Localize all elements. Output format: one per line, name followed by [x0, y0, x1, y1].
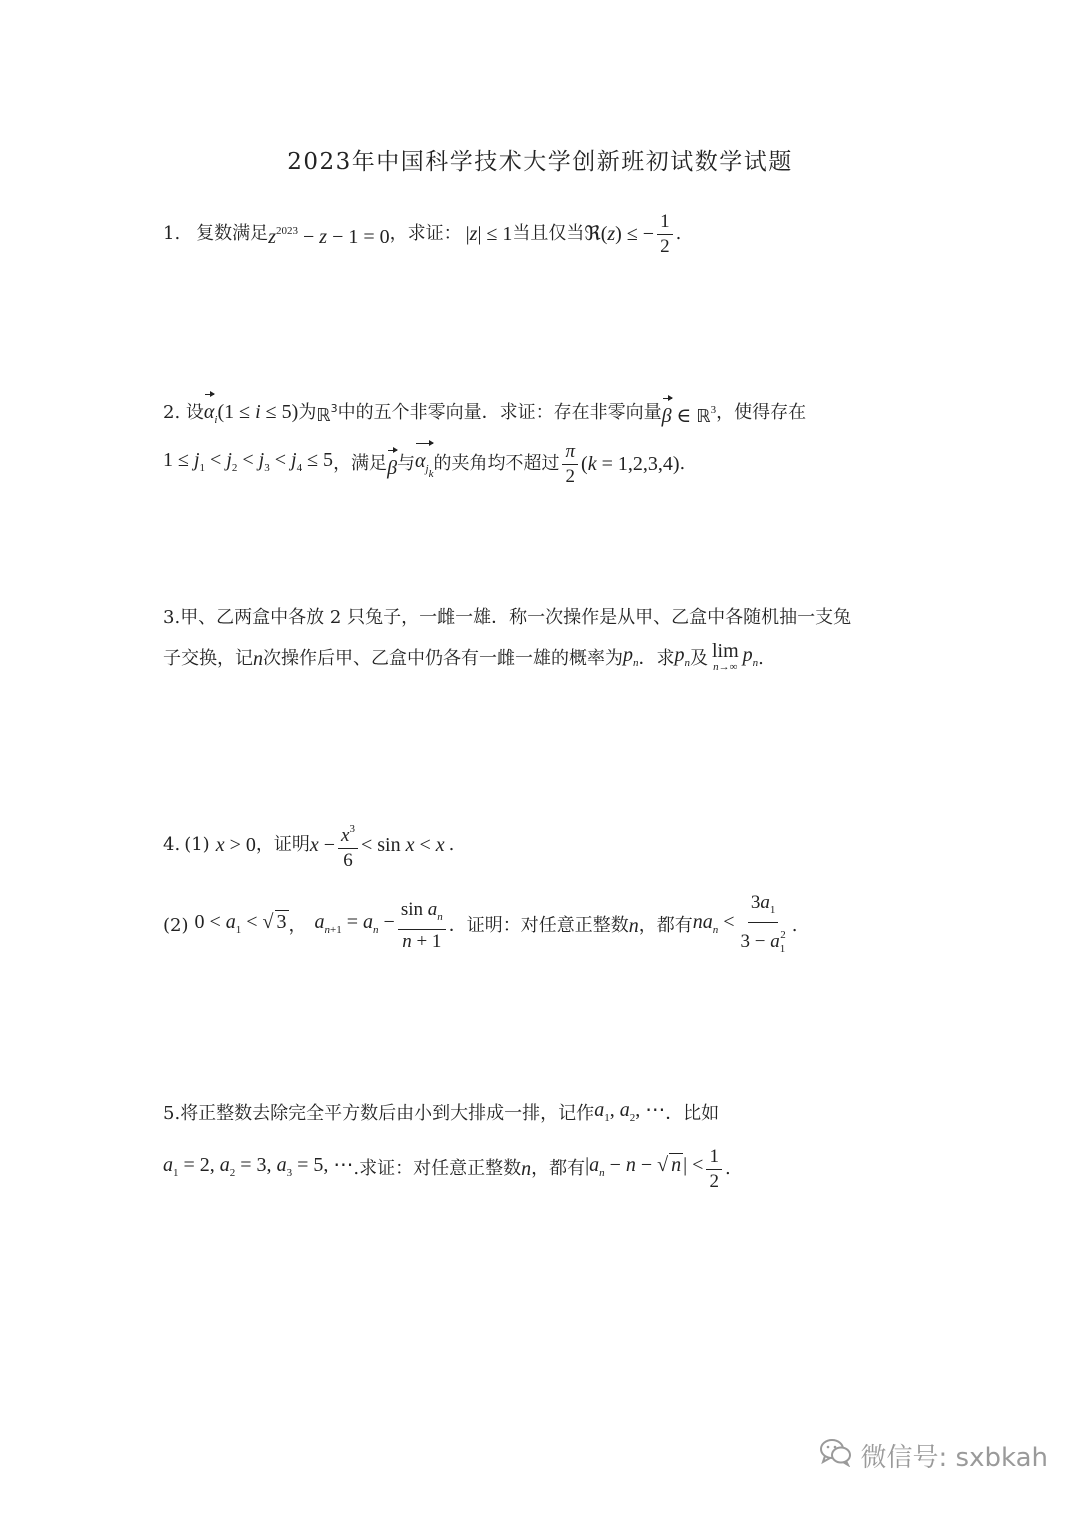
inequality-abs: $|a_n - n$ − √ n | <	[585, 1154, 704, 1179]
problem-text: ，都有	[638, 915, 693, 936]
initial-condition: $0 < a_1$ < √ 3	[194, 911, 287, 936]
problem-5-line-1	[163, 1095, 719, 1133]
limit-operator: lim n→∞	[712, 640, 739, 673]
k-range: (k = 1,2,3,4)	[581, 453, 680, 475]
problem-number: 4.	[163, 834, 181, 855]
variable-n: n	[521, 1158, 532, 1180]
probability-pn: $p_n$	[674, 644, 690, 669]
period: .	[679, 453, 686, 474]
problem-2-line-1	[163, 390, 806, 435]
modulus-condition: |z| ≤ 1	[465, 223, 513, 245]
problem-3-line-2	[163, 641, 764, 677]
watermark	[819, 1437, 1048, 1474]
problem-text: ．比如	[665, 1103, 720, 1124]
period: .	[724, 1158, 731, 1179]
inequality-n-an: $na_n$ <	[692, 911, 735, 936]
problem-text: ，证明	[255, 834, 310, 855]
problem-number: 2. 设	[163, 401, 204, 423]
fraction-half: $\frac{1}{2}$	[706, 1146, 722, 1193]
problem-text: 为	[298, 401, 317, 423]
vector-beta: β ∈ ℝ$^3$	[662, 394, 717, 432]
index-inequality: $1 \le j_1 < j_2 < j_3 < j_4 \le 5$	[163, 449, 334, 474]
variable-n: n	[253, 648, 263, 670]
equation: $z^{2023} - z - 1 = 0$	[268, 225, 390, 248]
problem-text: 与	[397, 453, 416, 474]
problem-number: 3.	[163, 607, 181, 628]
inequality-left: x −	[309, 834, 336, 856]
problem-number: 1.	[163, 223, 181, 244]
vector-alpha-jk: $\alpha_{j_k}$	[415, 439, 433, 489]
condition-x-positive: x > 0	[215, 834, 256, 856]
page-title: 2023年中国科学技术大学创新班初试数学试题	[287, 149, 793, 175]
problem-text: 中的五个非零向量．求证：存在非零向量	[337, 401, 662, 423]
fraction-pi-over-2: $\frac{\pi}{2}$	[562, 441, 578, 488]
vector-beta: β	[387, 446, 397, 483]
problem-text: 次操作后甲、乙盒中仍各有一雌一雄的概率为	[263, 648, 623, 669]
problem-text: ，求证：	[389, 223, 462, 244]
part-label: (1)	[184, 834, 210, 855]
problem-text: ，满足	[333, 453, 388, 474]
fraction-x3-over-6: $\frac{x^3}{6}$	[338, 818, 358, 872]
sequence-example: $a_1 = 2$, $a_2 = 3$, $a_3 = 5$, ⋯	[163, 1154, 354, 1179]
real-part-condition: ℜ(z) ≤ −	[584, 223, 655, 245]
problem-text: ．证明：对任意正整数	[448, 915, 629, 936]
problem-text: 子交换，记	[163, 648, 253, 669]
problem-text: 的夹角均不超过	[433, 453, 560, 474]
fraction: $\frac{1}{2}$	[657, 211, 673, 258]
watermark-text: 微信号: sxbkah	[860, 1443, 1048, 1473]
problem-5-line-2	[163, 1145, 731, 1193]
problem-text: 甲、乙两盒中各放 2 只兔子，一雌一雄．称一次操作是从甲、乙盒中各随机抽一支兔	[180, 607, 852, 628]
problem-text: 当且仅当	[512, 223, 585, 244]
fraction-3a1: $\frac{3a_1}{3 - a_1^2}$	[740, 892, 786, 955]
problem-1	[163, 212, 681, 256]
inequality-right: < sin x < x	[360, 834, 445, 856]
vector-alpha-i: $\alpha_i(1 \le i \le 5)$	[204, 390, 298, 435]
recurrence-left: $a_{n+1} = a_n$ −	[314, 911, 395, 936]
probability-pn: $p_n$	[623, 644, 639, 669]
problem-text: 将正整数去除完全平方数后由小到大排成一排，记作	[180, 1103, 595, 1124]
period: .	[448, 834, 455, 855]
probability-pn: $p_n$	[742, 644, 759, 669]
sequence: $a_1$, $a_2$, ⋯	[594, 1099, 666, 1124]
problem-text: 复数满足	[196, 223, 269, 244]
problem-text: ，都有	[531, 1158, 586, 1179]
period: .	[758, 648, 764, 669]
period: .	[791, 915, 798, 936]
problem-text: ．求	[638, 648, 675, 669]
problem-2-line-2	[163, 440, 685, 488]
problem-text: 及	[690, 648, 708, 669]
problem-4-part-2	[163, 892, 798, 955]
wechat-icon	[819, 1437, 853, 1474]
problem-3-line-1	[163, 603, 851, 633]
problem-text: ，使得存在	[716, 401, 807, 423]
fraction-sin-an: $\frac{\sin a_n}{n + 1}$	[398, 899, 446, 953]
problem-4-part-1	[163, 820, 454, 870]
part-label: (2)	[163, 915, 189, 936]
problem-text: .求证：对任意正整数	[353, 1158, 522, 1179]
problem-number: 5.	[163, 1103, 181, 1124]
problem-text: ，	[288, 915, 307, 936]
variable-n: n	[628, 915, 639, 937]
real-space-r3: ℝ$^3$	[316, 402, 338, 426]
period: .	[675, 223, 682, 244]
